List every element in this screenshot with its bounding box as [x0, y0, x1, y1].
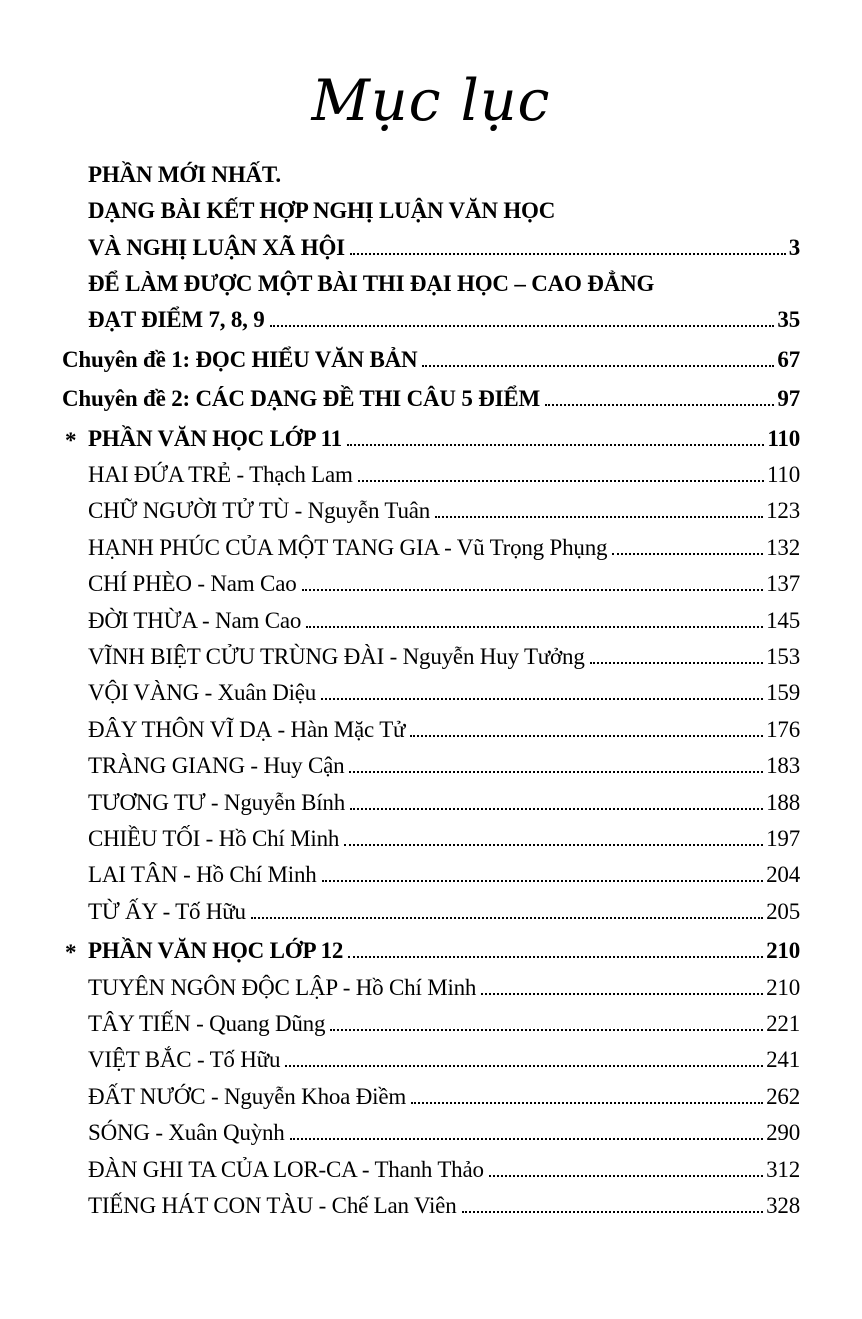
entry-label: TƯƠNG TƯ	[88, 789, 206, 815]
entry-text	[62, 342, 417, 378]
toc-row	[62, 894, 800, 930]
entry-page-number: 153	[766, 643, 800, 669]
toc-row	[62, 1079, 800, 1115]
entry-label: VỘI VÀNG	[88, 680, 200, 706]
entry-author: Huy Cận	[263, 753, 345, 779]
dotted-leader	[285, 1065, 763, 1067]
dotted-leader	[481, 993, 763, 995]
entry-page-number: 262	[766, 1083, 800, 1109]
toc-row	[62, 342, 800, 378]
entry-label: SÓNG	[88, 1120, 150, 1146]
dotted-leader	[612, 553, 763, 555]
entry-text	[88, 603, 301, 639]
toc-row	[62, 1152, 800, 1188]
toc-row	[62, 530, 800, 566]
entry-label: LAI TÂN	[88, 862, 178, 888]
toc-row	[62, 785, 800, 821]
entry-separator: -	[200, 826, 219, 851]
page-title: Mục lục	[311, 68, 551, 134]
dotted-leader	[290, 1138, 764, 1140]
entry-author: Nam Cao	[210, 571, 297, 597]
entry-separator: -	[337, 974, 356, 1000]
entry-text	[62, 381, 540, 417]
dotted-leader	[321, 698, 763, 700]
entry-author: Hàn Mặc Tử	[290, 716, 406, 742]
dotted-leader	[422, 365, 774, 367]
entry-label: VÀ NGHỊ LUẬN XÃ HỘI	[88, 234, 345, 260]
toc-row	[62, 857, 800, 893]
toc-row	[62, 1042, 800, 1078]
entry-label: PHẦN VĂN HỌC LỚP 12	[88, 938, 344, 964]
entry-separator: -	[177, 862, 197, 888]
dotted-leader	[350, 253, 786, 255]
dotted-leader	[489, 1175, 763, 1177]
dotted-leader	[330, 1029, 763, 1031]
entry-page-number: 110	[766, 461, 800, 487]
entry-page-number: 137	[766, 571, 800, 597]
entry-text	[88, 933, 343, 969]
entry-label: HẠNH PHÚC CỦA MỘT TANG GIA	[88, 534, 439, 560]
entry-text	[88, 1079, 406, 1115]
toc-row	[62, 457, 800, 493]
entry-label: TỪ ẤY	[88, 898, 158, 924]
entry-author: Xuân Quỳnh	[168, 1120, 285, 1146]
entry-separator: -	[231, 461, 250, 487]
entry-text	[88, 421, 342, 457]
entry-author: Tố Hữu	[209, 1047, 281, 1073]
entry-label: ĐẠT ĐIỂM 7, 8, 9	[88, 307, 265, 333]
entry-page-number: 197	[766, 826, 800, 851]
entry-page-number: 290	[766, 1120, 800, 1146]
entry-separator: -	[191, 571, 211, 597]
entry-label: VIỆT BẮC	[88, 1047, 192, 1073]
entry-author: Hồ Chí Minh	[196, 862, 317, 888]
toc-row	[62, 421, 800, 457]
dotted-leader	[322, 880, 764, 882]
entry-label: Chuyên đề 1: ĐỌC HIỂU VĂN BẢN	[62, 346, 418, 372]
dotted-leader	[270, 325, 775, 327]
entry-text	[88, 230, 345, 266]
entry-text	[88, 712, 405, 748]
entry-separator: -	[271, 716, 291, 742]
entry-page-number: 67	[777, 346, 800, 372]
entry-page-number: 210	[766, 974, 800, 1000]
toc-row	[62, 302, 800, 338]
entry-page-number: 241	[766, 1047, 800, 1073]
entry-author: Nam Cao	[215, 607, 302, 633]
dotted-leader	[348, 956, 763, 958]
entry-page-number: 110	[767, 425, 800, 451]
entry-label: PHẦN VĂN HỌC LỚP 11	[88, 425, 342, 451]
entry-page-number: 35	[777, 307, 800, 333]
entry-text	[88, 1152, 484, 1188]
toc-row	[62, 712, 800, 748]
entry-label: ĐÂY THÔN VĨ DẠ	[88, 716, 272, 742]
entry-author: Tố Hữu	[175, 898, 246, 924]
entry-author: Hồ Chí Minh	[355, 974, 477, 1000]
entry-label: CHỮ NGƯỜI TỬ TÙ	[88, 498, 290, 524]
star-bullet: *	[65, 427, 77, 453]
entry-page-number: 183	[766, 753, 800, 779]
dotted-leader	[545, 404, 774, 406]
entry-text	[88, 266, 654, 302]
dotted-leader	[435, 516, 763, 518]
entry-label: HAI ĐỨA TRẺ	[88, 461, 231, 487]
entry-text	[88, 193, 555, 229]
dotted-leader	[251, 917, 763, 919]
entry-label: TUYÊN NGÔN ĐỘC LẬP	[88, 974, 338, 1000]
entry-text	[88, 1188, 457, 1224]
entry-text	[88, 157, 281, 193]
entry-text	[88, 639, 585, 675]
entry-text	[88, 493, 430, 529]
entry-text	[88, 970, 476, 1006]
entry-author: Vũ Trọng Phụng	[456, 534, 608, 560]
toc-row	[62, 566, 800, 602]
entry-text	[88, 785, 345, 821]
entry-separator: -	[199, 680, 218, 706]
entry-page-number: 159	[766, 680, 800, 706]
entry-author: Chế Lan Viên	[331, 1193, 457, 1219]
entry-text	[88, 1006, 325, 1042]
entry-separator: -	[196, 607, 216, 633]
entry-page-number: 132	[766, 534, 800, 560]
toc-row	[62, 748, 800, 784]
toc-row	[62, 381, 800, 417]
entry-text	[88, 530, 607, 566]
toc-row	[62, 970, 800, 1006]
dotted-leader	[590, 662, 763, 664]
entry-label: ĐẤT NƯỚC	[88, 1083, 206, 1109]
entry-text	[88, 821, 339, 857]
toc-row	[62, 157, 800, 193]
entry-separator: -	[244, 753, 264, 779]
entry-label: TRÀNG GIANG	[88, 753, 245, 779]
entry-author: Hồ Chí Minh	[218, 826, 340, 851]
entry-page-number: 188	[766, 789, 800, 815]
entry-page-number: 205	[766, 898, 800, 924]
entry-label: ĐỂ LÀM ĐƯỢC MỘT BÀI THI ĐẠI HỌC – CAO ĐẲNG	[88, 270, 655, 296]
entry-page-number: 328	[766, 1193, 800, 1219]
toc-row	[62, 230, 800, 266]
entry-page-number: 210	[766, 938, 800, 964]
entry-text	[88, 566, 297, 602]
entry-text	[88, 748, 344, 784]
entry-text	[88, 1042, 280, 1078]
entry-separator: -	[149, 1120, 169, 1146]
dotted-leader	[462, 1211, 764, 1213]
entry-separator: -	[313, 1193, 332, 1219]
entry-page-number: 204	[766, 862, 800, 888]
entry-label: CHIỀU TỐI	[88, 826, 201, 851]
dotted-leader	[306, 626, 763, 628]
entry-page-number: 221	[766, 1011, 800, 1037]
entry-label: Chuyên đề 2: CÁC DẠNG ĐỀ THI CÂU 5 ĐIỂM	[62, 386, 541, 412]
entry-text	[88, 894, 246, 930]
dotted-leader	[350, 808, 763, 810]
entry-separator: -	[438, 534, 457, 560]
entry-label: TIẾNG HÁT CON TÀU	[88, 1193, 314, 1219]
entry-separator: -	[190, 1011, 210, 1037]
entry-separator: -	[356, 1156, 375, 1182]
entry-text	[88, 457, 353, 493]
dotted-leader	[347, 444, 764, 446]
toc-row	[62, 821, 800, 857]
dotted-leader	[411, 1102, 763, 1104]
entry-page-number: 145	[766, 607, 800, 633]
entry-label: VĨNH BIỆT CỬU TRÙNG ĐÀI	[88, 643, 385, 669]
toc-list	[0, 157, 862, 1225]
entry-page-number: 3	[788, 234, 800, 260]
toc-row	[62, 266, 800, 302]
toc-row	[62, 1188, 800, 1224]
dotted-leader	[302, 589, 764, 591]
entry-separator: -	[205, 1083, 224, 1109]
entry-separator: -	[205, 789, 224, 815]
dotted-leader	[344, 844, 763, 846]
entry-author: Nguyễn Tuân	[307, 498, 431, 524]
toc-row	[62, 1115, 800, 1151]
entry-label: ĐÀN GHI TA CỦA LOR-CA	[88, 1156, 357, 1182]
entry-author: Thạch Lam	[249, 461, 353, 487]
entry-text	[88, 302, 265, 338]
entry-text	[88, 675, 316, 711]
entry-author: Thanh Thảo	[374, 1156, 484, 1182]
entry-label: TÂY TIẾN	[88, 1011, 191, 1037]
toc-row	[62, 639, 800, 675]
entry-author: Nguyễn Bính	[223, 789, 346, 815]
dotted-leader	[410, 735, 763, 737]
toc-row	[62, 493, 800, 529]
entry-text	[88, 857, 317, 893]
entry-label: DẠNG BÀI KẾT HỢP NGHỊ LUẬN VĂN HỌC	[88, 198, 556, 224]
dotted-leader	[349, 771, 763, 773]
toc-row	[62, 675, 800, 711]
toc-row	[62, 933, 800, 969]
entry-label: CHÍ PHÈO	[88, 571, 192, 597]
entry-separator: -	[191, 1047, 210, 1073]
entry-text	[88, 1115, 285, 1151]
toc-row	[62, 1006, 800, 1042]
entry-separator: -	[289, 498, 308, 524]
entry-page-number: 97	[777, 386, 800, 412]
toc-row	[62, 603, 800, 639]
entry-author: Xuân Diệu	[217, 680, 317, 706]
star-bullet: *	[65, 940, 77, 966]
entry-page-number: 176	[766, 716, 800, 742]
dotted-leader	[358, 480, 764, 482]
toc-row	[62, 193, 800, 229]
entry-label: PHẦN MỚI NHẤT.	[88, 161, 281, 187]
entry-label: ĐỜI THỪA	[88, 607, 197, 633]
entry-page-number: 123	[766, 498, 800, 524]
entry-separator: -	[384, 643, 403, 669]
entry-separator: -	[157, 898, 176, 924]
entry-author: Quang Dũng	[209, 1011, 326, 1037]
entry-author: Nguyễn Khoa Điềm	[223, 1083, 407, 1109]
entry-author: Nguyễn Huy Tưởng	[402, 643, 585, 669]
entry-page-number: 312	[766, 1156, 800, 1182]
